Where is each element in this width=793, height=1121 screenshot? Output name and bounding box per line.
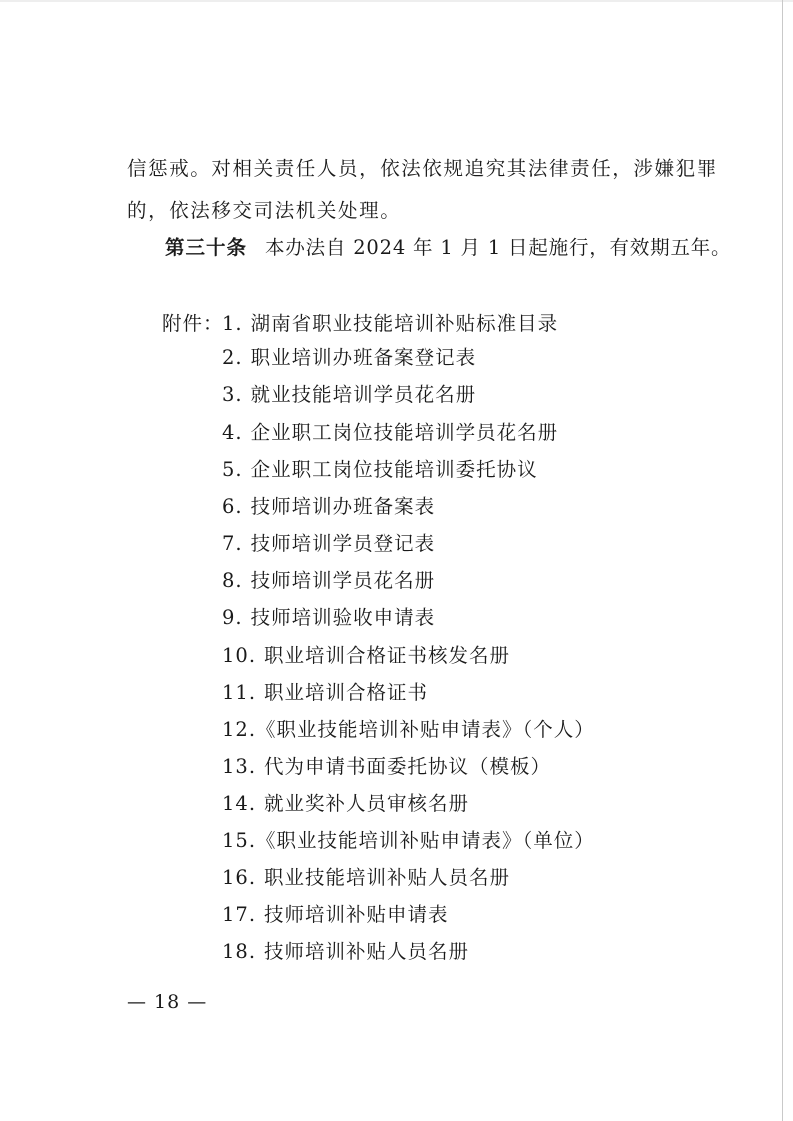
attachment-number: 5.: [222, 458, 243, 481]
attachment-number: 2.: [222, 346, 243, 369]
attachment-number: 9.: [222, 606, 243, 629]
attachment-item: [222, 606, 435, 630]
attachment-number: 18.: [222, 940, 257, 963]
body-text-line-1: 信惩戒。对相关责任人员，依法依规追究其法律责任，涉嫌犯罪: [127, 157, 718, 180]
attachment-number: 15.: [222, 829, 257, 852]
attachment-number: 10.: [222, 644, 257, 667]
attachment-title: 职业培训办班备案登记表: [250, 346, 477, 369]
attachment-item: [222, 681, 428, 705]
scan-edge-top: [0, 0, 793, 2]
attachment-title: 职业培训合格证书核发名册: [264, 644, 511, 667]
body-text-line-2: 的，依法移交司法机关处理。: [127, 199, 402, 222]
attachment-item: [222, 940, 469, 964]
attachment-number: 7.: [222, 532, 243, 555]
attachment-title: 技师培训办班备案表: [250, 495, 436, 518]
attachment-number: 4.: [222, 421, 243, 444]
attachment-title: 职业培训合格证书: [264, 681, 429, 704]
scan-edge-right: [782, 0, 783, 1121]
attachment-number: 16.: [222, 866, 257, 889]
attachment-title: 技师培训学员花名册: [250, 569, 436, 592]
attachment-item: [222, 829, 595, 853]
attachment-item: [222, 421, 558, 445]
attachment-item: [222, 458, 538, 482]
attachment-item: [222, 383, 476, 407]
attachment-title: 技师培训补贴申请表: [264, 903, 449, 926]
attachment-item: [222, 866, 510, 890]
attachment-item: [222, 569, 435, 593]
attachment-number: 6.: [222, 495, 243, 518]
attachments-label: 附件：: [162, 312, 224, 335]
attachment-title: 技师培训学员登记表: [250, 532, 436, 555]
article-number: 第三十条: [165, 236, 248, 259]
attachment-number: 3.: [222, 383, 243, 406]
attachment-title: 就业技能培训学员花名册: [250, 383, 477, 406]
attachment-number: 1.: [222, 312, 243, 335]
attachment-item: [222, 718, 595, 742]
attachment-item: [222, 792, 469, 816]
attachment-item: [222, 495, 435, 519]
attachment-title: 技师培训补贴人员名册: [264, 940, 470, 963]
attachment-item: [222, 755, 551, 779]
attachment-title: 《职业技能培训补贴申请表》（单位）: [256, 829, 595, 852]
attachment-title: 湖南省职业技能培训补贴标准目录: [250, 312, 559, 335]
attachment-number: 12.: [222, 718, 257, 741]
attachment-title: 《职业技能培训补贴申请表》（个人）: [256, 718, 595, 741]
attachment-title: 企业职工岗位技能培训学员花名册: [250, 421, 559, 444]
attachment-item: [222, 312, 558, 336]
article-30: [165, 236, 731, 260]
attachment-number: 8.: [222, 569, 243, 592]
attachment-item: [222, 346, 476, 370]
attachment-title: 代为申请书面委托协议（模板）: [264, 755, 552, 778]
attachment-number: 17.: [222, 903, 257, 926]
attachment-number: 13.: [222, 755, 257, 778]
attachment-title: 就业奖补人员审核名册: [264, 792, 470, 815]
attachment-number: 11.: [222, 681, 257, 704]
attachment-item: [222, 532, 435, 556]
attachment-item: [222, 644, 510, 668]
page-number: — 18 —: [127, 991, 208, 1013]
attachment-title: 技师培训验收申请表: [250, 606, 436, 629]
attachment-title: 企业职工岗位技能培训委托协议: [250, 458, 538, 481]
attachment-item: [222, 903, 449, 927]
attachment-title: 职业技能培训补贴人员名册: [264, 866, 511, 889]
article-text: 本办法自 2024 年 1 月 1 日起施行，有效期五年。: [265, 236, 732, 259]
attachment-number: 14.: [222, 792, 257, 815]
